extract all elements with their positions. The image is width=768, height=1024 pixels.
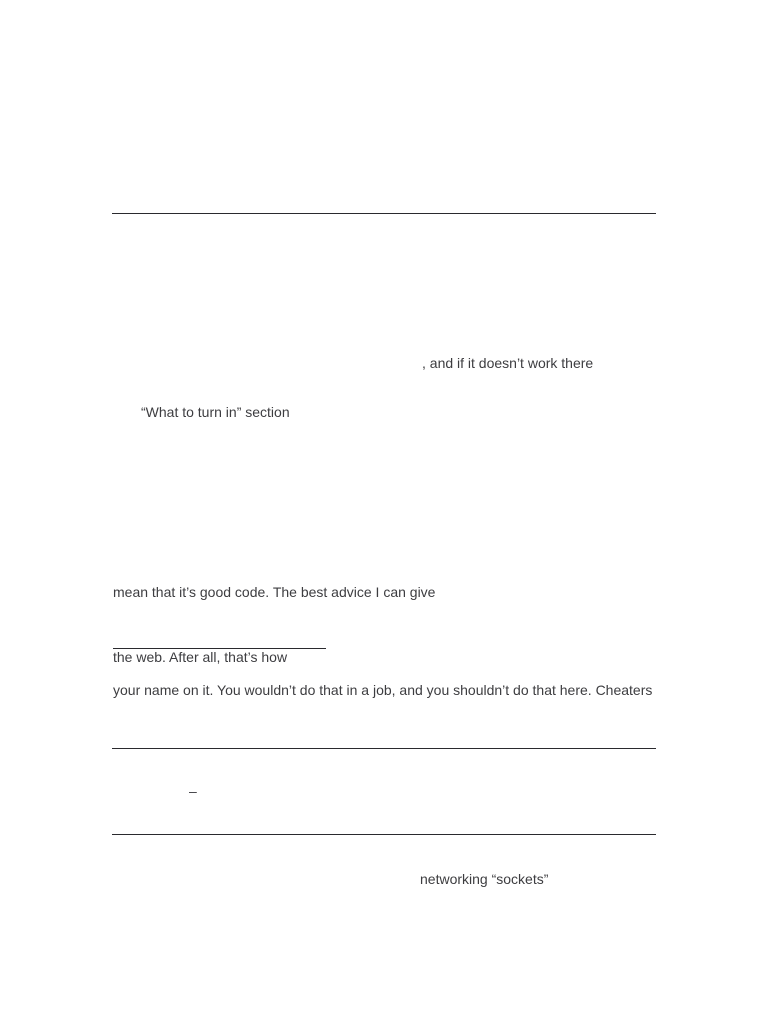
text-fragment-your-name: your name on it. You wouldn’t do that in a job, and you shouldn’t do that here. Cheaters — [113, 682, 653, 698]
text-fragment-dash: – — [189, 783, 197, 799]
text-fragment-sockets: networking “sockets” — [420, 871, 549, 887]
text-fragment-doesnt-work: , and if it doesn’t work there — [422, 355, 594, 371]
text-fragment-the-web: the web. After all, that’s how — [113, 649, 288, 665]
text-fragment-good-code: mean that it’s good code. The best advice I can give — [113, 584, 436, 600]
text-fragment-what-to-turn-in: “What to turn in” section — [141, 404, 290, 420]
horizontal-rule-bottom — [112, 834, 656, 835]
horizontal-rule-middle — [112, 748, 656, 749]
horizontal-rule-top — [112, 213, 656, 214]
